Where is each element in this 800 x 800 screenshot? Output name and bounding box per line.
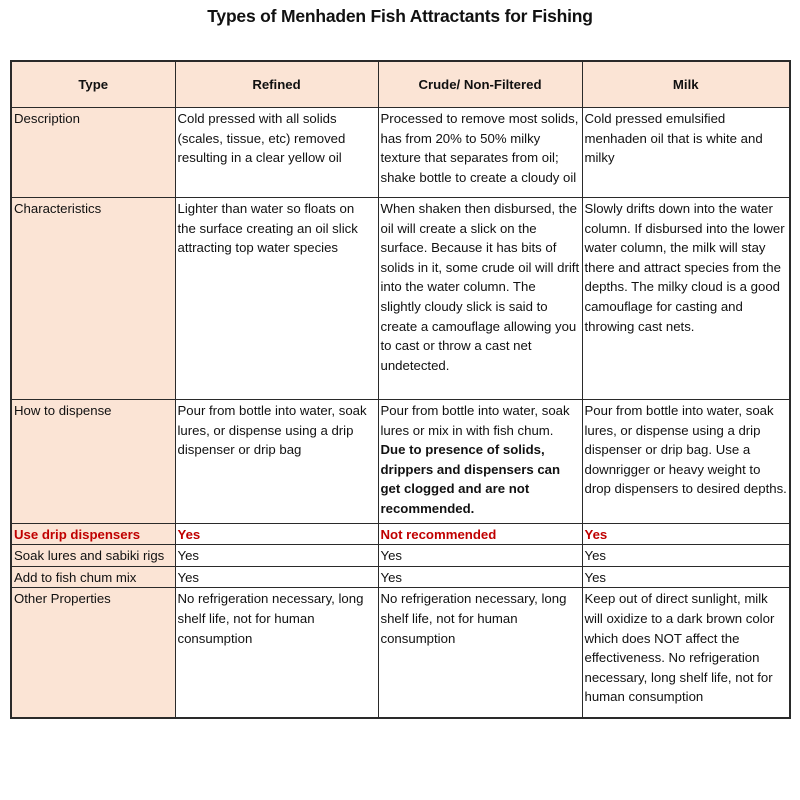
cell-crude: No refrigeration necessary, long shelf life, not for human consumption [378,588,582,719]
table-row-other-properties [11,588,790,719]
cell-milk: Cold pressed emulsified menhaden oil that is white and milky [582,108,790,198]
cell-refined: Lighter than water so floats on the surface creating an oil slick attracting top water species [175,198,378,400]
table-row-how-to-dispense [11,400,790,524]
row-label: How to dispense [11,400,175,524]
cell-milk: Yes [582,523,790,545]
header-type: Type [11,61,175,108]
table-row-description [11,108,790,198]
header-refined: Refined [175,61,378,108]
header-crude: Crude/ Non-Filtered [378,61,582,108]
cell-refined: Pour from bottle into water, soak lures, or dispense using a drip dispenser or drip bag [175,400,378,524]
cell-crude: Yes [378,545,582,567]
crude-dispense-warning: Due to presence of solids, drippers and dispensers can get clogged and are not recommended. [380,442,561,516]
cell-refined: Yes [175,566,378,588]
row-label: Characteristics [11,198,175,400]
cell-crude: When shaken then disbursed, the oil will create a slick on the surface. Because it has bits of solids in it, some crude oil will drift into the water column. The slightly cloudy slick is said to create a camouflage allowing you to cast or throw a cast net undetected. [378,198,582,400]
cell-crude: Yes [378,566,582,588]
cell-milk: Yes [582,566,790,588]
cell-milk: Slowly drifts down into the water column. If disbursed into the lower water column, the milk will stay there and attract species from the depths. The milky cloud is a good camouflage for casting and throwing cast nets. [582,198,790,400]
cell-crude: Processed to remove most solids, has from 20% to 50% milky texture that separates from oil; shake bottle to create a cloudy oil [378,108,582,198]
table-row-characteristics [11,198,790,400]
header-row [11,61,790,108]
header-milk: Milk [582,61,790,108]
page-title: Types of Menhaden Fish Attractants for Fishing [207,6,593,26]
cell-milk: Keep out of direct sunlight, milk will oxidize to a dark brown color which does NOT affect the effectiveness. No refrigeration necessary, long shelf life, not for human consumption [582,588,790,719]
attractant-comparison-table [10,60,791,719]
row-label: Soak lures and sabiki rigs [11,545,175,567]
cell-crude [378,400,582,524]
table-row-soak-lures [11,545,790,567]
row-label: Add to fish chum mix [11,566,175,588]
cell-refined: Cold pressed with all solids (scales, tissue, etc) removed resulting in a clear yellow oil [175,108,378,198]
cell-milk: Pour from bottle into water, soak lures, or dispense using a drip dispenser or drip bag. Use a downrigger or heavy weight to drop dispensers to desired depths. [582,400,790,524]
table-row-add-to-chum [11,566,790,588]
cell-crude: Not recommended [378,523,582,545]
cell-milk: Yes [582,545,790,567]
row-label: Other Properties [11,588,175,719]
row-label: Use drip dispensers [11,523,175,545]
crude-dispense-text: Pour from bottle into water, soak lures or mix in with fish chum. [380,403,570,438]
row-label: Description [11,108,175,198]
cell-refined: Yes [175,523,378,545]
table-row-use-drip-dispensers [11,523,790,545]
cell-refined: No refrigeration necessary, long shelf life, not for human consumption [175,588,378,719]
cell-refined: Yes [175,545,378,567]
